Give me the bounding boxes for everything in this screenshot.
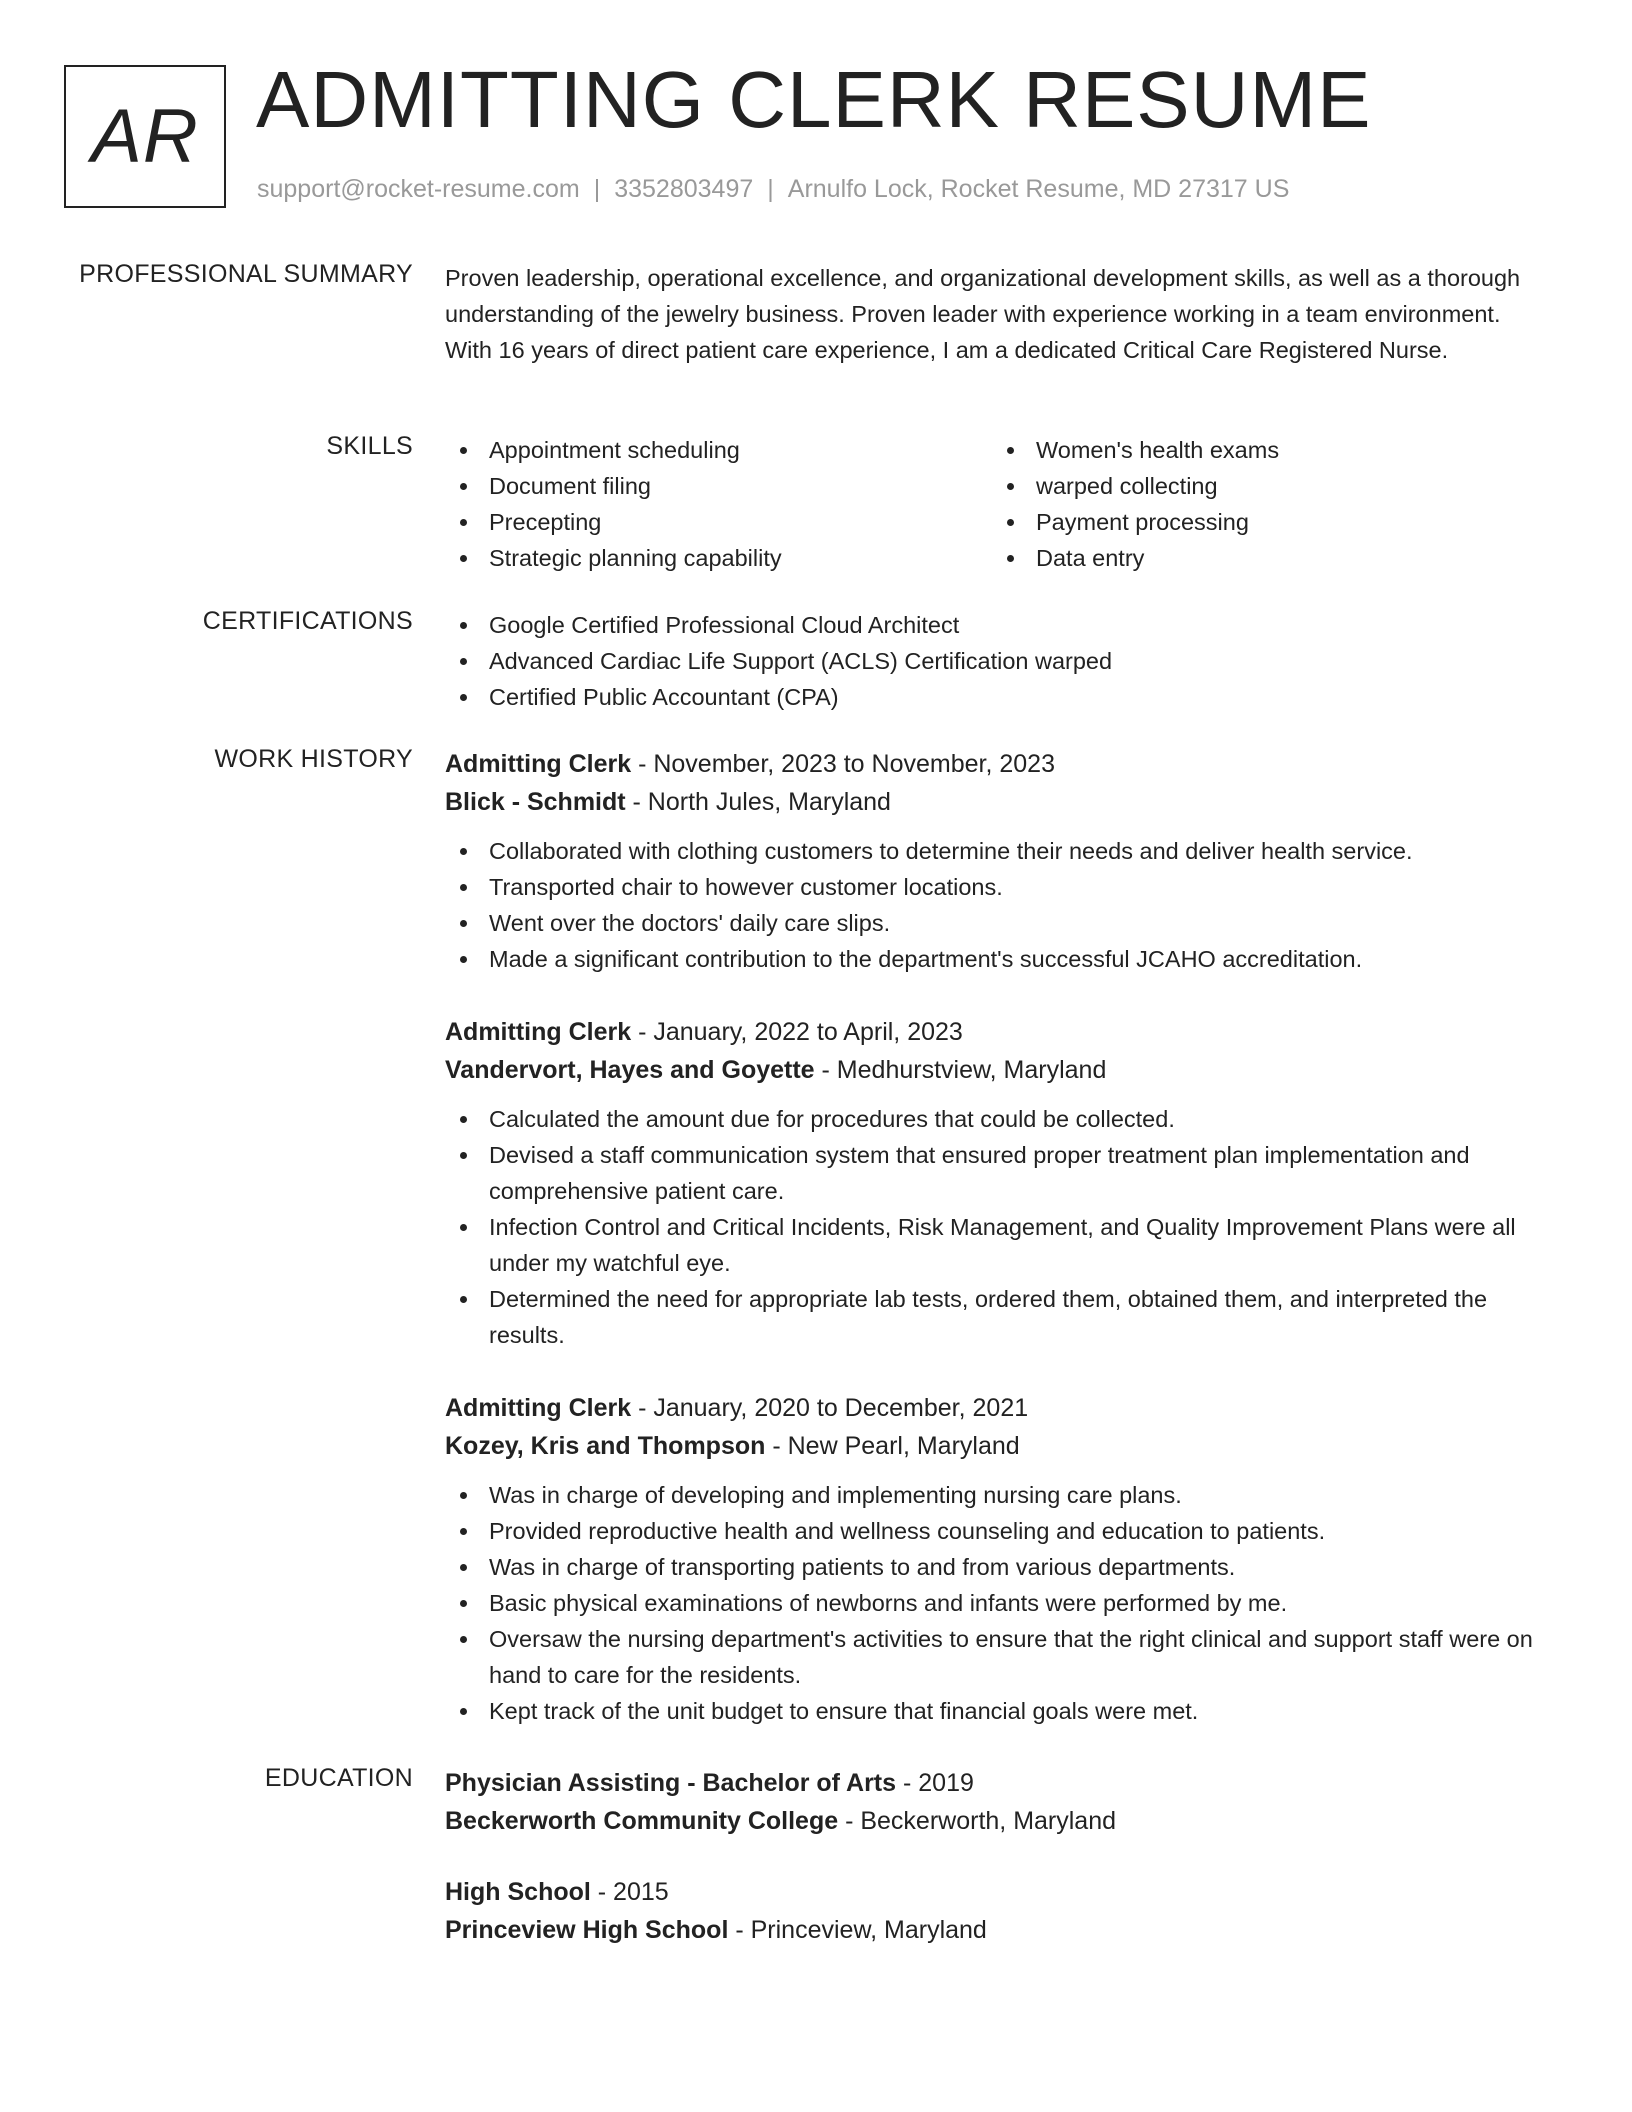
skill-item: warped collecting [992,468,1539,504]
job-location: - Medhurstview, Maryland [814,1056,1107,1084]
section-label-education: EDUCATION [264,1764,413,1792]
education-degree-line [445,1764,1545,1802]
education-location: - Princeview, Maryland [728,1916,987,1944]
job-duty: Basic physical examinations of newborns and infants were performed by me. [445,1585,1545,1621]
contact-address: Arnulfo Lock, Rocket Resume, MD 27317 US [787,175,1290,203]
job-title-line [445,745,1545,783]
job-company: Blick - Schmidt [445,788,626,816]
section-label-skills: SKILLS [326,432,413,460]
job-entry [445,1389,1545,1729]
job-duty: Made a significant contribution to the department's successful JCAHO accreditation. [445,941,1545,977]
job-duty: Infection Control and Critical Incidents, Risk Management, and Quality Improvement Plans were all under my watchful eye. [445,1209,1545,1281]
resume-title: ADMITTING CLERK RESUME [256,55,1372,144]
job-title: Admitting Clerk [445,1394,632,1422]
job-dates: - January, 2020 to December, 2021 [631,1394,1029,1422]
education-location: - Beckerworth, Maryland [838,1807,1117,1835]
job-company: Vandervort, Hayes and Goyette [445,1056,815,1084]
education-school: Beckerworth Community College [445,1807,839,1835]
monogram-box [64,65,226,208]
education-degree: High School [445,1878,591,1906]
job-duty: Oversaw the nursing department's activities to ensure that the right clinical and support staff were on hand to care for the residents. [445,1621,1545,1693]
skill-item: Precepting [445,504,992,540]
job-duty: Kept track of the unit budget to ensure that financial goals were met. [445,1693,1545,1729]
job-duty: Devised a staff communication system that ensured proper treatment plan implementation and comprehensive patient care. [445,1137,1545,1209]
skill-item: Data entry [992,540,1539,576]
job-duty: Went over the doctors' daily care slips. [445,905,1545,941]
contact-line [257,175,1289,204]
job-title: Admitting Clerk [445,750,632,778]
certification-item: Google Certified Professional Cloud Architect [445,607,1545,643]
skill-item: Payment processing [992,504,1539,540]
job-entry [445,1013,1545,1353]
contact-separator: | [593,175,601,203]
skill-item: Document filing [445,468,992,504]
skill-item: Women's health exams [992,432,1539,468]
job-location: - New Pearl, Maryland [765,1432,1020,1460]
job-entry [445,745,1545,977]
job-title: Admitting Clerk [445,1018,632,1046]
contact-phone[interactable]: 3352803497 [614,175,754,203]
certification-item: Certified Public Accountant (CPA) [445,679,1545,715]
job-dates: - January, 2022 to April, 2023 [631,1018,963,1046]
job-duties-list [445,1477,1545,1729]
summary-text: Proven leadership, operational excellence, and organizational development skills, as well as a thorough understanding of the jewelry business. Proven leader with experience working in a team environment. With 16 years of direct patient care experience, I am a dedicated Critical Care Registered Nurse. [445,265,1521,363]
job-duty: Calculated the amount due for procedures that could be collected. [445,1101,1545,1137]
job-duty: Provided reproductive health and wellness counseling and education to patients. [445,1513,1545,1549]
section-label-work-history: WORK HISTORY [214,745,413,773]
education-school: Princeview High School [445,1916,729,1944]
job-company-line [445,1051,1545,1089]
job-duty: Was in charge of transporting patients to and from various departments. [445,1549,1545,1585]
section-label-certifications: CERTIFICATIONS [202,607,413,635]
job-dates: - November, 2023 to November, 2023 [631,750,1055,778]
job-location: - North Jules, Maryland [625,788,891,816]
job-duty: Was in charge of developing and implementing nursing care plans. [445,1477,1545,1513]
certification-item: Advanced Cardiac Life Support (ACLS) Certification warped [445,643,1545,679]
education-school-line [445,1802,1545,1840]
job-company-line [445,783,1545,821]
job-duties-list [445,1101,1545,1353]
job-title-line [445,1389,1545,1427]
job-duty: Transported chair to however customer locations. [445,869,1545,905]
contact-email[interactable]: support@rocket-resume.com [257,175,580,203]
job-duty: Determined the need for appropriate lab tests, ordered them, obtained them, and interpreted the results. [445,1281,1545,1353]
education-entry [445,1764,1545,1840]
education-school-line [445,1911,1545,1949]
education-entry [445,1873,1545,1949]
skill-item: Appointment scheduling [445,432,992,468]
certifications-body [445,607,1545,715]
job-title-line [445,1013,1545,1051]
contact-separator: | [767,175,774,203]
education-degree: Physician Assisting - Bachelor of Arts [445,1769,897,1797]
skills-body [445,432,1545,576]
skills-list-left [445,432,992,576]
skill-item: Strategic planning capability [445,540,992,576]
job-company: Kozey, Kris and Thompson [445,1432,766,1460]
education-degree-line [445,1873,1545,1911]
section-label-summary: PROFESSIONAL SUMMARY [79,260,413,288]
job-company-line [445,1427,1545,1465]
certifications-list [445,607,1545,715]
education-year: - 2015 [590,1878,669,1906]
job-duties-list [445,833,1545,977]
monogram-initials: AR [91,94,199,179]
job-duty: Collaborated with clothing customers to determine their needs and deliver health service. [445,833,1545,869]
skills-list-right [992,432,1539,576]
education-year: - 2019 [896,1769,974,1797]
